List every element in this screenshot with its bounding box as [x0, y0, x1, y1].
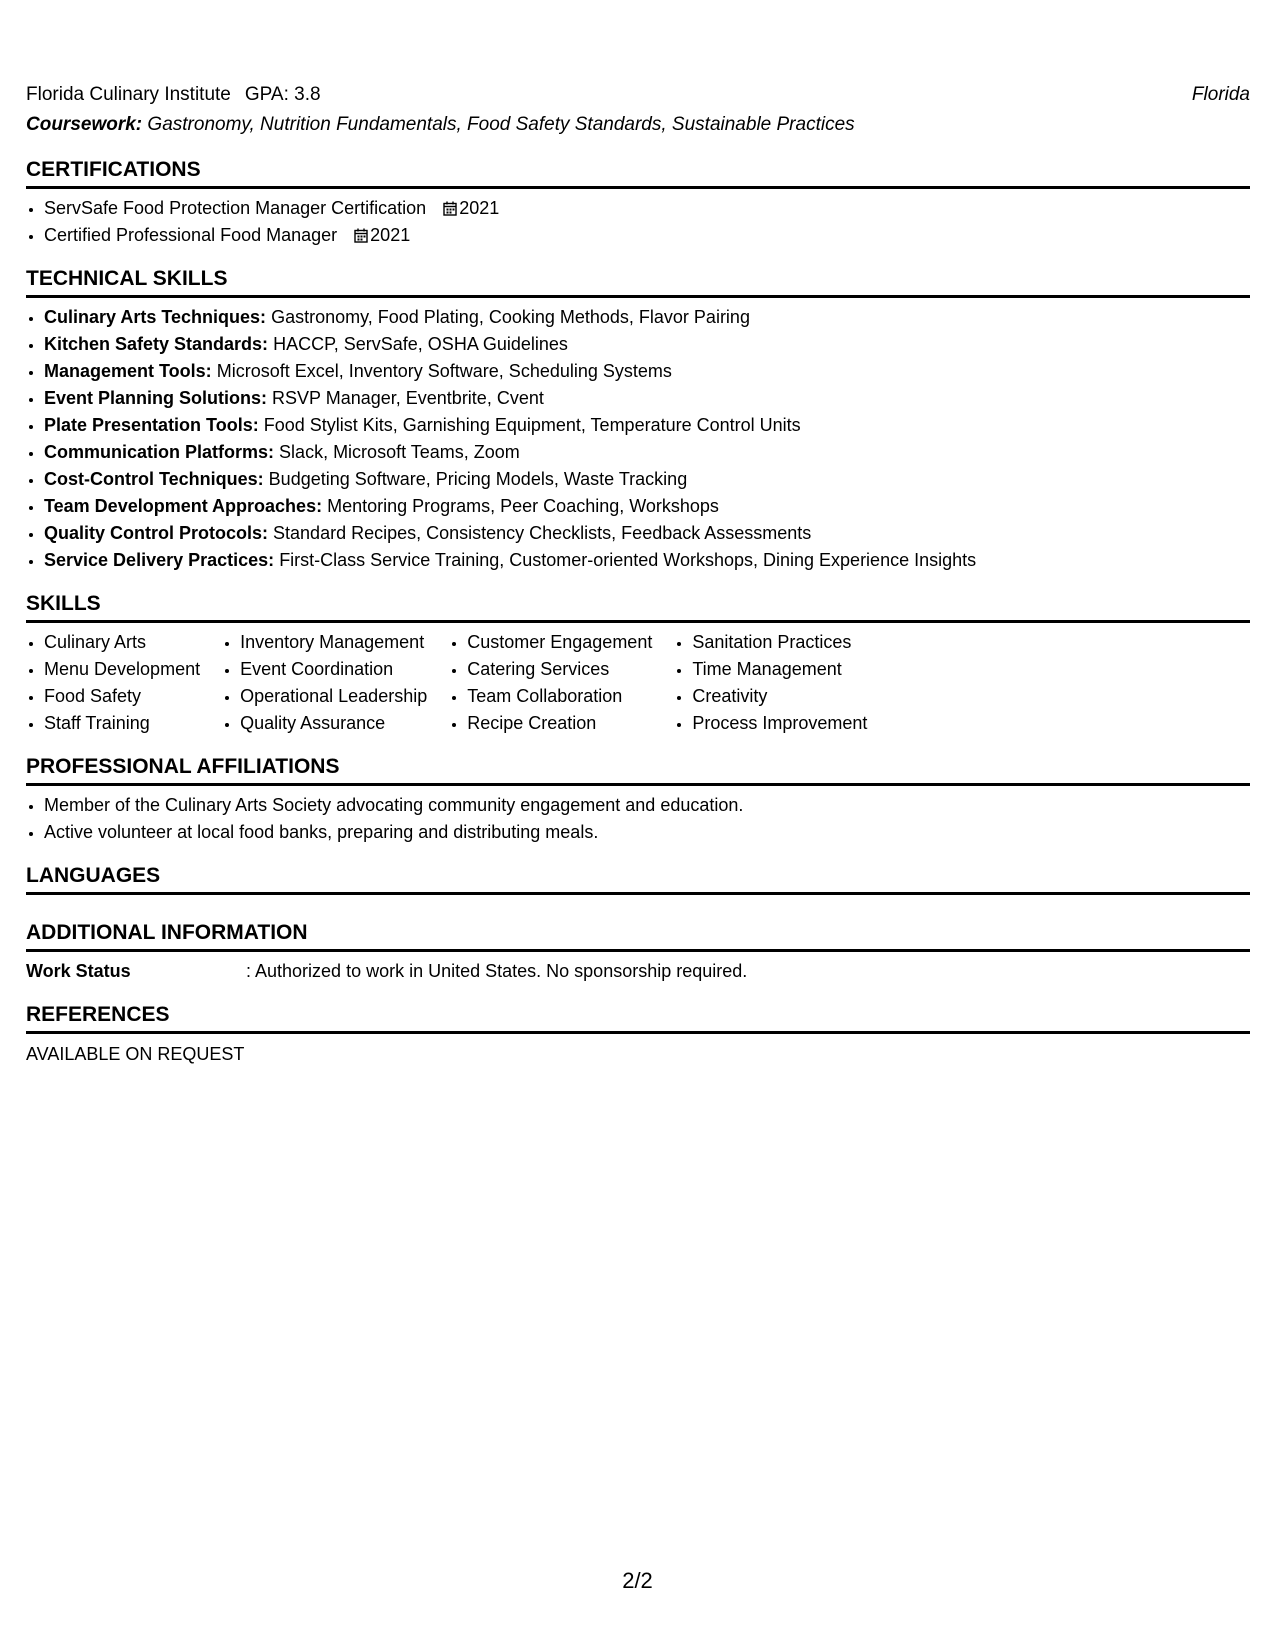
technical-skill-item: [44, 520, 1250, 547]
skills-grid: [26, 629, 1250, 737]
technical-skill-item: [44, 304, 1250, 331]
skill-item: • Operational Leadership: [240, 683, 427, 710]
technical-skill-label: Team Development Approaches:: [44, 496, 323, 516]
skills-column: [222, 629, 427, 737]
skill-item: • Team Collaboration: [467, 683, 652, 710]
skill-item: • Quality Assurance: [240, 710, 427, 737]
calendar-icon: [354, 228, 368, 243]
work-status-label: Work Status: [26, 961, 131, 981]
technical-skill-item: [44, 331, 1250, 358]
technical-skill-label: Cost-Control Techniques:: [44, 469, 264, 489]
technical-skill-value: RSVP Manager, Eventbrite, Cvent: [272, 388, 544, 408]
calendar-icon: [443, 201, 457, 216]
technical-skill-item: [44, 493, 1250, 520]
technical-skill-value: Gastronomy, Food Plating, Cooking Methods, Flavor Pairing: [271, 307, 750, 327]
skill-item: • Recipe Creation: [467, 710, 652, 737]
technical-skill-label: Service Delivery Practices:: [44, 550, 275, 570]
technical-skill-label: Quality Control Protocols:: [44, 523, 269, 543]
skill-item: • Menu Development: [44, 656, 200, 683]
technical-skill-value: Slack, Microsoft Teams, Zoom: [279, 442, 520, 462]
gpa: GPA: 3.8: [244, 84, 321, 105]
education-location: Florida: [1191, 84, 1250, 105]
certification-item: [44, 222, 1250, 249]
languages-content: [26, 895, 1250, 903]
technical-skill-value: First-Class Service Training, Customer-oriented Workshops, Dining Experience Insights: [279, 550, 977, 570]
coursework-list: Gastronomy, Nutrition Fundamentals, Food Safety Standards, Sustainable Practices: [147, 114, 855, 135]
certifications-list: [26, 195, 1250, 249]
technical-skill-label: Event Planning Solutions:: [44, 388, 268, 408]
certification-year: 2021: [459, 198, 500, 218]
institution-name: Florida Culinary Institute: [26, 84, 231, 105]
affiliation-item: • Active volunteer at local food banks, preparing and distributing meals.: [44, 819, 1250, 846]
technical-skill-item: [44, 412, 1250, 439]
affiliations-heading: PROFESSIONAL AFFILIATIONS: [26, 753, 1250, 786]
affiliations-list: [26, 792, 1250, 846]
technical-skill-label: Communication Platforms:: [44, 442, 275, 462]
resume-page: [26, 80, 1250, 1068]
technical-skill-item: [44, 385, 1250, 412]
technical-skill-value: Mentoring Programs, Peer Coaching, Workshops: [327, 496, 719, 516]
references-heading: REFERENCES: [26, 1001, 1250, 1034]
coursework-label: Coursework:: [26, 114, 143, 135]
references-text: AVAILABLE ON REQUEST: [26, 1044, 245, 1064]
skill-item: • Culinary Arts: [44, 629, 200, 656]
technical-skills-list: [26, 304, 1250, 574]
skill-item: • Creativity: [692, 683, 867, 710]
education-institution-line: [26, 80, 321, 110]
skill-item: • Food Safety: [44, 683, 200, 710]
technical-skill-value: Microsoft Excel, Inventory Software, Scheduling Systems: [216, 361, 672, 381]
skill-item: • Inventory Management: [240, 629, 427, 656]
work-status-value: : Authorized to work in United States. No sponsorship required.: [246, 961, 748, 981]
technical-skill-value: HACCP, ServSafe, OSHA Guidelines: [273, 334, 568, 354]
skills-heading: SKILLS: [26, 590, 1250, 623]
technical-skill-label: Plate Presentation Tools:: [44, 415, 259, 435]
skills-column: [449, 629, 652, 737]
skill-item: • Catering Services: [467, 656, 652, 683]
certification-year: 2021: [370, 225, 411, 245]
skill-item: • Customer Engagement: [467, 629, 652, 656]
technical-skill-item: [44, 439, 1250, 466]
work-status-row: [26, 958, 1250, 985]
technical-skill-value: Standard Recipes, Consistency Checklists, Feedback Assessments: [273, 523, 812, 543]
technical-skill-value: Budgeting Software, Pricing Models, Waste Tracking: [268, 469, 688, 489]
technical-skill-label: Culinary Arts Techniques:: [44, 307, 267, 327]
education-row: [26, 80, 1250, 110]
technical-skill-label: Kitchen Safety Standards:: [44, 334, 269, 354]
technical-skill-value: Food Stylist Kits, Garnishing Equipment, Temperature Control Units: [263, 415, 801, 435]
technical-skills-heading: TECHNICAL SKILLS: [26, 265, 1250, 298]
coursework-line: [26, 110, 1250, 140]
technical-skill-label: Management Tools:: [44, 361, 212, 381]
certification-name: Certified Professional Food Manager: [44, 225, 338, 245]
skill-item: • Process Improvement: [692, 710, 867, 737]
affiliation-item: • Member of the Culinary Arts Society advocating community engagement and education.: [44, 792, 1250, 819]
technical-skill-item: [44, 547, 1250, 574]
skill-item: • Event Coordination: [240, 656, 427, 683]
technical-skill-item: [44, 358, 1250, 385]
skill-item: • Time Management: [692, 656, 867, 683]
skills-column: [674, 629, 867, 737]
additional-info-heading: ADDITIONAL INFORMATION: [26, 919, 1250, 952]
certifications-heading: CERTIFICATIONS: [26, 156, 1250, 189]
skills-column: [26, 629, 200, 737]
certification-name: ServSafe Food Protection Manager Certification: [44, 198, 427, 218]
languages-heading: LANGUAGES: [26, 862, 1250, 895]
technical-skill-item: [44, 466, 1250, 493]
page-number: 2/2: [622, 1568, 653, 1593]
skill-item: • Sanitation Practices: [692, 629, 867, 656]
skill-item: • Staff Training: [44, 710, 200, 737]
certification-item: [44, 195, 1250, 222]
